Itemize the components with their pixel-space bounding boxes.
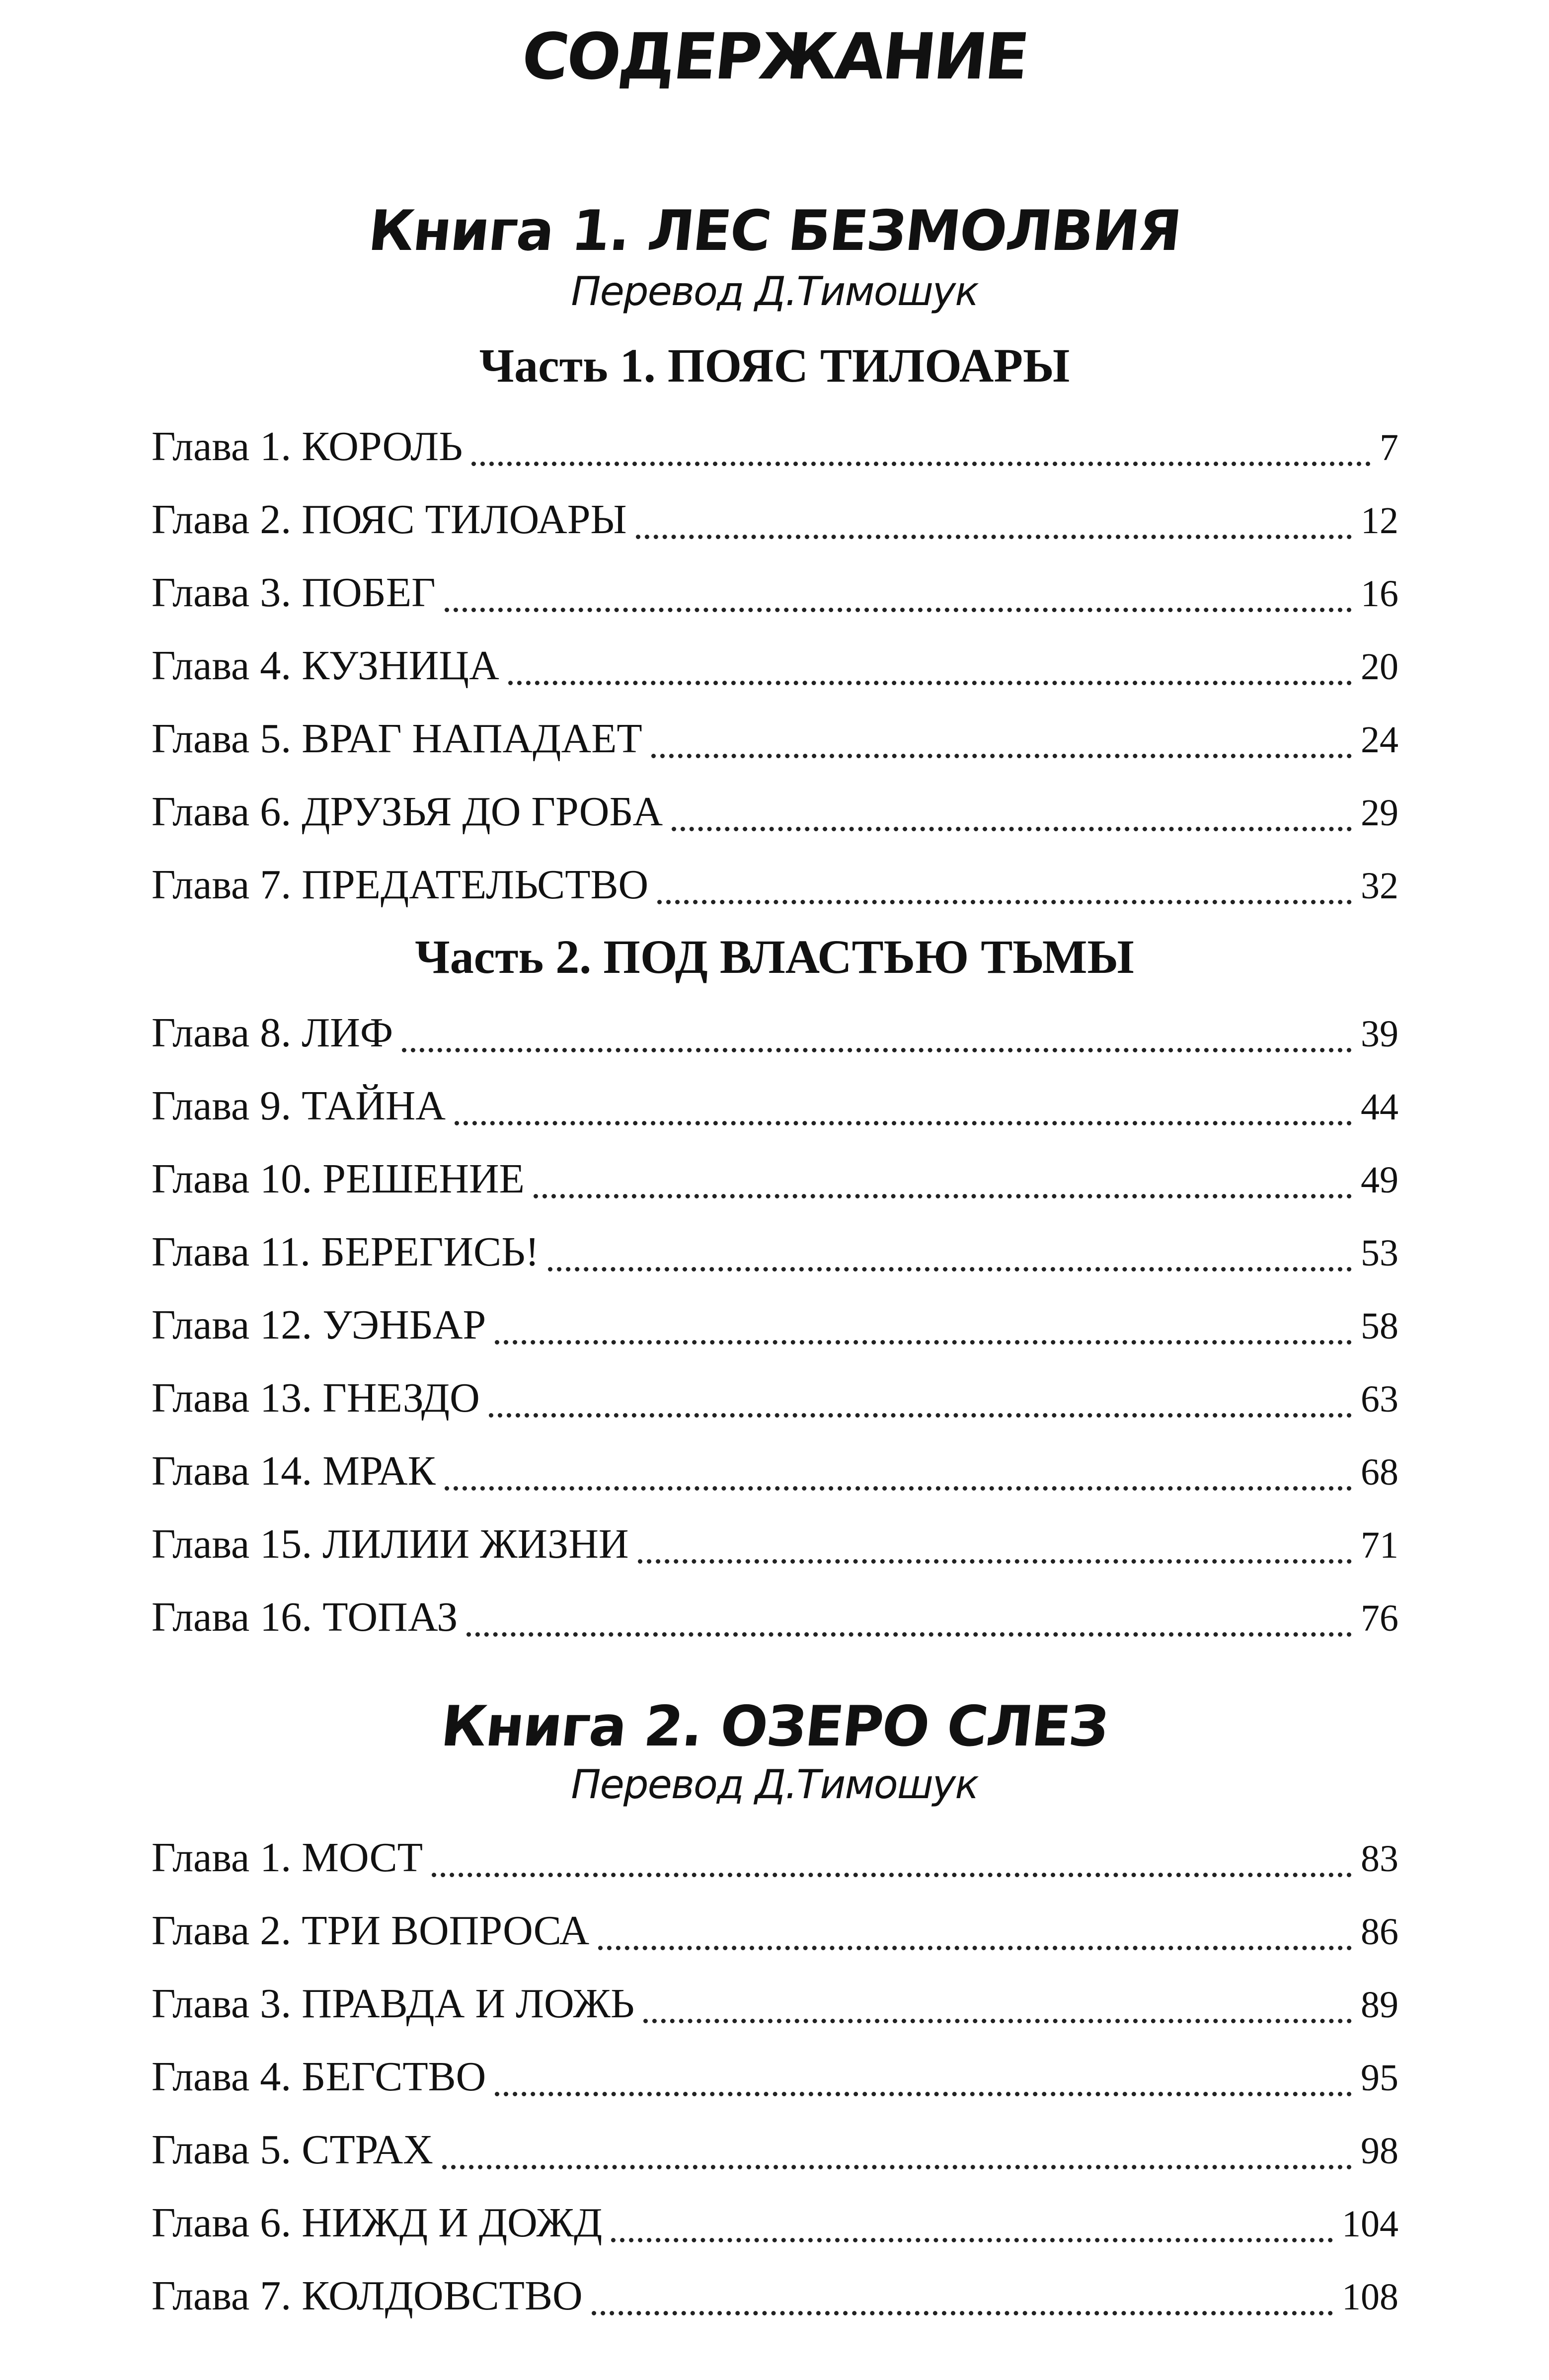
- chapter-title: Глава 1. КОРОЛЬ: [152, 423, 463, 470]
- toc-entry[interactable]: [152, 1980, 1398, 2034]
- page-number: 89: [1361, 1984, 1398, 2026]
- toc-entry[interactable]: [152, 1155, 1398, 1209]
- chapter-title: Глава 3. ПРАВДА И ЛОЖЬ: [152, 1981, 635, 2027]
- dot-leader: [495, 2092, 1352, 2096]
- page-number: 20: [1361, 646, 1398, 688]
- dot-leader: [489, 1413, 1352, 1418]
- toc-entry[interactable]: [152, 1593, 1398, 1648]
- page-number: 12: [1361, 500, 1398, 542]
- page-number: 68: [1361, 1451, 1398, 1493]
- page-number: 24: [1361, 719, 1398, 761]
- dot-leader: [672, 827, 1352, 831]
- dot-leader: [445, 1486, 1352, 1491]
- toc-entry[interactable]: [152, 1374, 1398, 1428]
- part-title: Часть 2. ПОД ВЛАСТЬЮ ТЬМЫ: [415, 930, 1134, 983]
- page-number: 98: [1361, 2130, 1398, 2172]
- dot-leader: [592, 2311, 1333, 2315]
- page-number: 86: [1361, 1911, 1398, 1953]
- chapter-title: Глава 10. РЕШЕНИЕ: [152, 1156, 525, 1202]
- page-number: 58: [1361, 1305, 1398, 1347]
- dot-leader: [455, 1121, 1352, 1125]
- toc-entry[interactable]: [152, 1009, 1398, 1063]
- chapter-title: Глава 11. БЕРЕГИСЬ!: [152, 1229, 540, 1275]
- page-number: 29: [1361, 792, 1398, 834]
- dot-leader: [432, 1873, 1352, 1877]
- toc-entry[interactable]: [152, 2126, 1398, 2180]
- chapter-title: Глава 2. ПОЯС ТИЛОАРЫ: [152, 496, 627, 543]
- chapter-title: Глава 8. ЛИФ: [152, 1010, 393, 1056]
- page-title: СОДЕРЖАНИЕ: [518, 20, 1031, 94]
- dot-leader: [466, 1632, 1352, 1637]
- toc-entry[interactable]: [152, 1228, 1398, 1282]
- chapter-title: Глава 6. ДРУЗЬЯ ДО ГРОБА: [152, 789, 663, 835]
- book-translator: Перевод Д.Тимошук: [571, 268, 978, 315]
- page-number: 95: [1361, 2057, 1398, 2099]
- toc-entry[interactable]: [152, 1906, 1398, 1961]
- chapter-title: Глава 16. ТОПАЗ: [152, 1594, 458, 1640]
- toc-entry[interactable]: [152, 1447, 1398, 1502]
- chapter-title: Глава 7. КОЛДОВСТВО: [152, 2273, 583, 2319]
- page-number: 83: [1361, 1838, 1398, 1880]
- dot-leader: [534, 1194, 1352, 1198]
- toc-entry[interactable]: [152, 1833, 1398, 1888]
- chapter-title: Глава 2. ТРИ ВОПРОСА: [152, 1907, 590, 1954]
- page-number: 76: [1361, 1597, 1398, 1639]
- chapter-title: Глава 12. УЭНБАР: [152, 1302, 486, 1348]
- book-title: Книга 1. ЛЕС БЕЗМОЛВИЯ: [365, 199, 1184, 263]
- dot-leader: [611, 2238, 1333, 2242]
- chapter-title: Глава 15. ЛИЛИИ ЖИЗНИ: [152, 1521, 629, 1567]
- chapter-title: Глава 5. ВРАГ НАПАДАЕТ: [152, 715, 642, 762]
- chapter-title: Глава 4. КУЗНИЦА: [152, 642, 499, 689]
- dot-leader: [636, 535, 1352, 539]
- dot-leader: [442, 2165, 1352, 2169]
- book-translator: Перевод Д.Тимошук: [571, 1761, 978, 1808]
- page-number: 63: [1361, 1378, 1398, 1420]
- page-number: 71: [1361, 1524, 1398, 1566]
- dot-leader: [402, 1048, 1352, 1052]
- chapter-title: Глава 6. НИЖД И ДОЖД: [152, 2200, 603, 2246]
- dot-leader: [445, 608, 1352, 612]
- dot-leader: [638, 1559, 1352, 1564]
- toc-entry[interactable]: [152, 1082, 1398, 1136]
- toc-entry[interactable]: [152, 2199, 1398, 2253]
- chapter-title: Глава 3. ПОБЕГ: [152, 569, 436, 616]
- dot-leader: [657, 900, 1352, 904]
- chapter-title: Глава 13. ГНЕЗДО: [152, 1375, 480, 1421]
- page-number: 104: [1342, 2203, 1398, 2245]
- toc-entry[interactable]: [152, 1301, 1398, 1355]
- toc-entry[interactable]: [152, 2053, 1398, 2107]
- dot-leader: [643, 2019, 1352, 2023]
- dot-leader: [598, 1946, 1352, 1950]
- toc-entry[interactable]: [152, 714, 1398, 769]
- chapter-title: Глава 9. ТАЙНА: [152, 1083, 446, 1129]
- page-number: 53: [1361, 1232, 1398, 1274]
- toc-entry[interactable]: [152, 422, 1398, 477]
- page-number: 39: [1361, 1013, 1398, 1055]
- dot-leader: [651, 754, 1352, 758]
- book-title: Книга 2. ОЗЕРО СЛЕЗ: [438, 1694, 1111, 1759]
- page-number: 108: [1342, 2276, 1398, 2318]
- dot-leader: [495, 1340, 1352, 1345]
- page-number: 44: [1361, 1086, 1398, 1128]
- dot-leader: [471, 462, 1371, 466]
- chapter-title: Глава 5. СТРАХ: [152, 2127, 433, 2173]
- toc-entry[interactable]: [152, 788, 1398, 842]
- page-number: 16: [1361, 573, 1398, 615]
- page-number: 49: [1361, 1159, 1398, 1201]
- chapter-title: Глава 14. МРАК: [152, 1448, 436, 1494]
- part-title: Часть 1. ПОЯС ТИЛОАРЫ: [479, 339, 1070, 392]
- toc-entry[interactable]: [152, 568, 1398, 623]
- page-number: 7: [1380, 427, 1398, 469]
- toc-entry[interactable]: [152, 2272, 1398, 2326]
- chapter-title: Глава 1. МОСТ: [152, 1834, 423, 1881]
- toc-entry[interactable]: [152, 495, 1398, 550]
- chapter-title: Глава 7. ПРЕДАТЕЛЬСТВО: [152, 862, 649, 908]
- chapter-title: Глава 4. БЕГСТВО: [152, 2054, 486, 2100]
- dot-leader: [508, 681, 1352, 685]
- toc-entry[interactable]: [152, 861, 1398, 915]
- toc-entry[interactable]: [152, 1520, 1398, 1575]
- page-number: 32: [1361, 865, 1398, 907]
- toc-entry[interactable]: [152, 641, 1398, 696]
- dot-leader: [548, 1267, 1352, 1271]
